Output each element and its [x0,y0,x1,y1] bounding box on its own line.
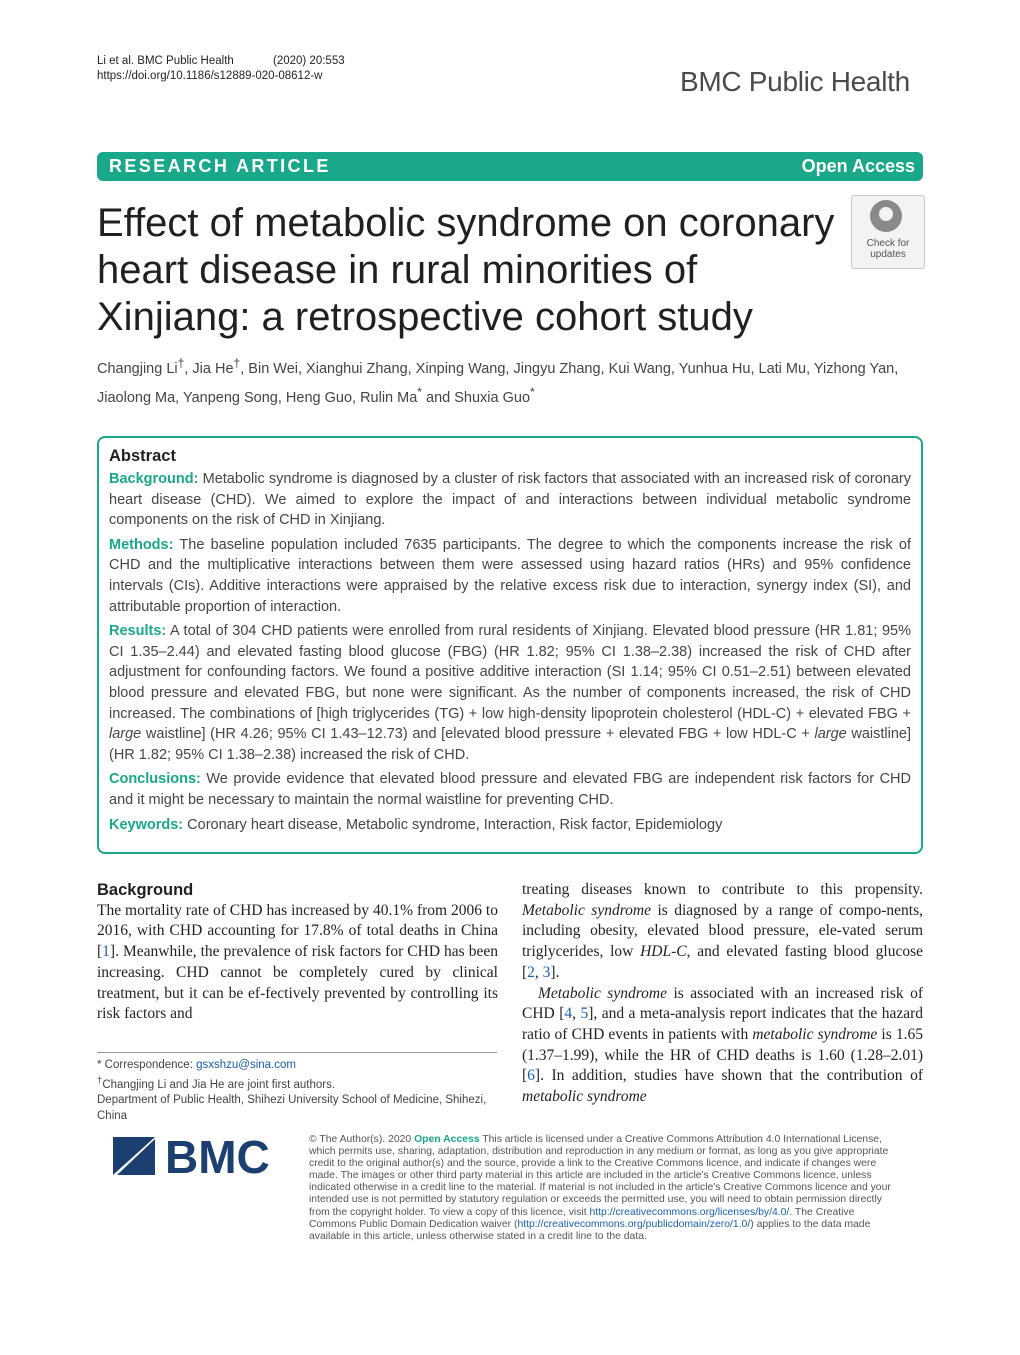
body-paragraph [97,901,498,1025]
author[interactable]: Jia He [192,360,234,377]
license-text: ) applies to the data made available in this article, unless otherwise stated in a credit line to the data. [309,1218,871,1242]
author-list-rest: Bin Wei, Xianghui Zhang, Xinping Wang, Jingyu Zhang, Kui Wang, Yunhua Hu, Lati Mu, Yizhong Yan, Jiaolong Ma, Yanpeng Song, Heng Guo, Rulin Ma [97,360,899,406]
abstract-methods [109,535,911,617]
reference-link[interactable]: 2 [527,963,535,981]
abstract-heading: Abstract [109,447,176,465]
journal-name: BMC Public Health [680,66,910,97]
reference-link[interactable]: 1 [102,943,110,961]
body-left-column [97,880,498,1025]
reference-link[interactable]: 5 [580,1005,589,1023]
license-text: . The Creative Commons Public Domain Dedication waiver ( [309,1206,855,1230]
text: is associated with an increased risk of CHD [ [522,984,923,1023]
waiver-link[interactable]: http://creativecommons.org/publicdomain/zero/1.0/ [517,1218,751,1230]
check-for-updates-label: Check for updates [866,238,910,260]
article-type-banner [97,152,923,181]
section-label: Results: [109,623,167,640]
correspondence-label: * Correspondence: [97,1059,193,1071]
text: treating diseases known to contribute to this propensity. [522,881,923,898]
citation-authors: Li et al. BMC Public Health [97,55,234,67]
correspondence [97,1058,497,1073]
text: is 1.65 (1.37–1.99), while the HR of CHD deaths is 1.60 (1.28–2.01) [ [522,1025,923,1085]
section-text: waistline] (HR 4.26; 95% CI 1.43–12.73) and [elevated blood pressure + elevated FBG + low HDL-C + [145,726,810,743]
emphasis: HDL-C [640,943,687,961]
text: ]. Meanwhile, the prevalence of risk factors for CHD has been increasing. CHD cannot be completely cured by clinical treatment, but it can be ef-fectively prevented by controlling its risk factors and [97,943,498,1023]
section-label: Conclusions: [109,771,201,788]
emphasis: metabolic syndrome [752,1025,878,1043]
body-paragraph: Metabolic syndrome is associated with an increased risk of CHD [4, 5], and a meta-analysis report indicates that the hazard ratio of CHD events in patients with metabolic syndrome is 1.65 (1.37–1.99), while the HR of CHD deaths is 1.60 (1.28–2.01) [6]. In addition, studies have shown that the contribution of metabolic syndrome [522,984,923,1106]
copyright: © The Author(s). 2020 [309,1134,412,1145]
section-label: Background: [109,471,199,487]
emphasis: large [814,726,847,743]
section-text: Coronary heart disease, Metabolic syndrome, Interaction, Risk factor, Epidemiology [187,816,723,833]
body-paragraph: treating diseases known to contribute to this propensity. Metabolic syndrome is diagnosed by a range of compo-nents, including obesity, elevated blood pressure, ele-vated serum triglycerides, low HDL-C, and elevated fasting blood glucose [2, 3]. [522,881,923,981]
abstract-keywords [109,815,911,836]
section-label: Keywords: [109,816,184,833]
bmc-logo-text: BMC [165,1135,270,1177]
section-text: The baseline population included 7635 participants. The degree to which the components increase the risk of CHD and the multiplicative interactions between them were assessed using hazard ratios (HRs) and 95% confidence intervals (CIs). Additive interactions were appraised by the relative excess risk due to interaction, synergy index (SI), and attributable proportion of interaction. [109,536,911,615]
text: ]. In addition, studies have shown that the contribution of [534,1067,923,1085]
affiliation: Department of Public Health, Shihezi University School of Medicine, Shihezi, China [97,1094,487,1122]
abstract-results [109,621,911,765]
doi-link[interactable]: https://doi.org/10.1186/s12889-020-08612-w [97,70,323,82]
bmc-logo-icon [111,1135,291,1177]
open-access-label: Open Access [801,156,915,176]
emphasis: Metabolic syndrome [538,984,667,1002]
joint-authors-note: †Changjing Li and Jia He are joint first authors. [97,1075,336,1092]
reference-link[interactable]: 3 [542,963,551,981]
license-statement [309,1134,894,1243]
text: The mortality rate of CHD has increased by 40.1% from 2006 to 2016, with CHD accounting for 17.8% of total deaths in China [ [97,901,498,961]
bmc-logo [111,1135,291,1177]
emphasis: metabolic syndrome [522,1088,647,1106]
check-for-updates-button[interactable] [851,195,925,269]
section-label: Methods: [109,536,174,553]
section-text: A total of 304 CHD patients were enrolled from rural residents of Xinjiang. Elevated blood pressure (HR 1.81; 95% CI 1.35–2.44) and elevated fasting blood glucose (FBG) (HR 1.82; 95% CI 1.38–2.38) increased the risk of CHD after adjustment for confounding factors. We found a positive additive interaction (SI 1.14; 95% CI 0.51–2.51) between elevated blood pressure and elevated FBG, but none were significant. As the number of components increased, the risk of CHD increased. The combinations of [high triglycerides (TG) + low high-density lipoprotein cholesterol (HDL-C) + elevated FBG + [109,623,911,722]
emphasis: Metabolic syndrome [522,901,651,919]
reference-link[interactable]: 4 [564,1005,573,1023]
abstract-conclusions [109,769,911,810]
article-type: RESEARCH ARTICLE [109,156,331,176]
footnote-divider [97,1052,497,1053]
section-text: We provide evidence that elevated blood pressure and elevated FBG are independent risk factors for CHD and it might be necessary to maintain the normal waistline for preventing CHD. [109,771,912,808]
section-text: Metabolic syndrome is diagnosed by a cluster of risk factors that associated with an increased risk of coronary heart disease (CHD). We aimed to explore the impact of and interactions between individual metabolic syndrome components on the risk of CHD in Xinjiang. [109,471,911,529]
license-text: This article is licensed under a Creative Commons Attribution 4.0 International License, which permits use, sharing, adaptation, distribution and reproduction in any medium or format, as long as you give appropriate credit to the original author(s) and the source, provide a link to the Creative Commons licence, and indicate if changes were made. The images or other third party material in this article are included in the article's Creative Commons licence, unless indicated otherwise in a credit line to the material. If material is not included in the article's Creative Commons licence and your intended use is not permitted by statutory regulation or exceeds the permitted use, you will need to obtain permission directly from the copyright holder. To view a copy of this licence, visit [309,1134,891,1218]
reference-link[interactable]: 6 [527,1067,535,1085]
section-text: waistline] (HR 1.82; 95% CI 1.38–2.38) increased the risk of CHD. [109,726,912,763]
body-right-column [522,880,923,1108]
crossmark-icon [870,200,902,232]
text: ], and a meta-analysis report indicates that the hazard ratio of CHD events in patients with [522,1005,923,1043]
license-link[interactable]: http://creativecommons.org/licenses/by/4.0/ [589,1206,790,1218]
author[interactable]: Shuxia Guo [454,389,531,406]
footnotes [97,1058,497,1124]
email-link[interactable]: gsxshzu@sina.com [196,1059,296,1071]
section-heading-background: Background [97,881,194,899]
article-title: Effect of metabolic syndrome on coronary heart disease in rural minorities of Xinjiang: a retrospective cohort study [97,201,835,339]
text: , and elevated fasting blood glucose [ [522,943,923,981]
emphasis: large [109,726,142,743]
joint-authors-text: Changjing Li and Jia He are joint first authors. [102,1079,336,1092]
text: ]. [550,963,560,981]
abstract-box [97,436,923,854]
abstract-background [109,469,911,531]
citation-year: (2020) 20:553 [273,55,345,67]
citation-header [97,54,345,84]
author[interactable]: Changjing Li [97,360,178,377]
open-access-label: Open Access [414,1134,480,1145]
text: is diagnosed by a range of compo-nents, including obesity, elevated blood pressure, ele-vated serum triglycerides, low [522,901,923,961]
author-list: Changjing Li†, Jia He†, Bin Wei, Xianghui Zhang, Xinping Wang, Jingyu Zhang, Kui Wang, Yunhua Hu, Lati Mu, Yizhong Yan, Jiaolong Ma, Yanpeng Song, Heng Guo, Rulin Ma* and Shuxia Guo* [97,356,899,406]
